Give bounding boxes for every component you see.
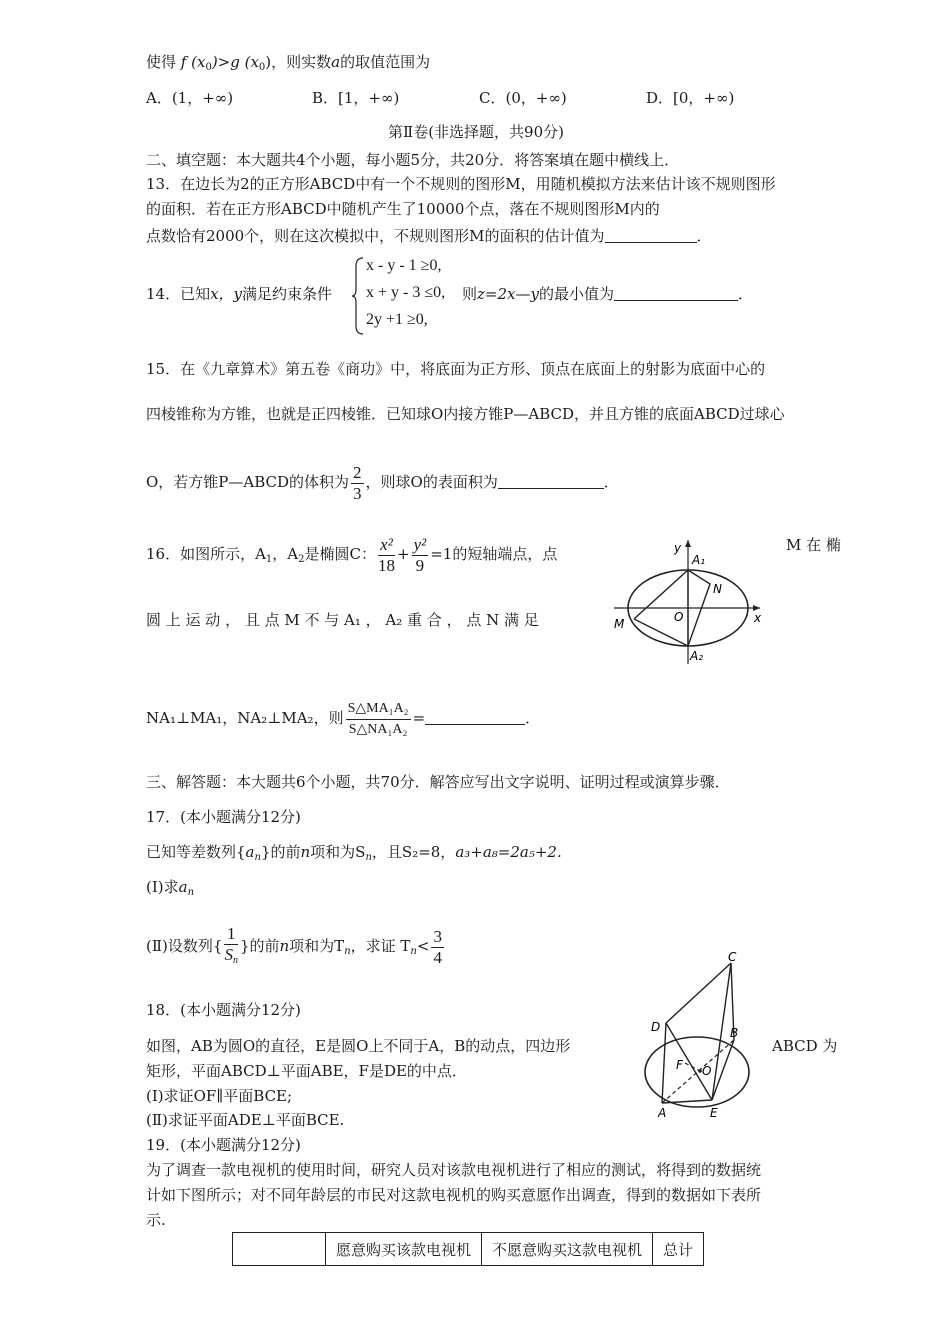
label-E: E [710, 1106, 718, 1120]
q18-part1: (Ⅰ)求证OF∥平面BCE; [146, 1087, 293, 1105]
label-B: B [730, 1026, 739, 1040]
q15-line2: 四棱锥称为方锥，也就是正四棱锥．已知球O内接方锥P—ABCD，并且方锥的底面ABCD过球心 [146, 405, 785, 423]
q14-constraint-2: x + y - 3 ≤0, [366, 284, 446, 301]
q17-part1: (Ⅰ)求$a_n$ [146, 878, 195, 898]
q15-line1: 15．在《九章算术》第五卷《商功》中，将底面为正方形、顶点在底面上的射影为底面中心的 [146, 360, 766, 378]
q16-area-ratio: $\frac{\text{S△MA₁A₂}}{\text{S△NA₁A₂}}$ [347, 700, 409, 737]
q16-line1-right: M 在 椭 [786, 536, 841, 554]
table-header-unwilling: 不愿意购买这款电视机 [482, 1233, 653, 1266]
q18-line1-right: ABCD 为 [772, 1037, 838, 1055]
table-header-total: 总计 [653, 1233, 704, 1266]
q19-line3: 示. [146, 1211, 166, 1229]
q14-answer-blank[interactable] [614, 286, 738, 301]
q14-tail: 则z=2x—y的最小值为 ． [462, 285, 753, 303]
part2-title: 第Ⅱ卷(非选择题，共90分) [388, 123, 564, 141]
label-y: y [674, 541, 682, 555]
label-A1: A₁ [692, 553, 706, 567]
q17-bound-frac: $\frac{3}{4}$ [433, 926, 442, 967]
solid-geometry-figure [640, 945, 770, 1120]
option-d: D．[0，+∞) [646, 89, 735, 107]
label-O: O [674, 610, 684, 624]
q19-line2: 计如下图所示；对不同年龄层的市民对这款电视机的购买意愿作出调查，得到的数据如下表所 [146, 1186, 762, 1204]
label-M: M [614, 617, 625, 631]
q15-answer-blank[interactable] [498, 474, 604, 489]
q14-constraint-3: 2y +1 ≥0, [366, 311, 428, 328]
prev-question-line: 使得 f $(x_0)>g$ $(x_0)$，则实数a的取值范围为 [146, 53, 431, 73]
label-x: x [754, 611, 762, 625]
option-a: A．(1，+∞) [146, 89, 234, 107]
table-header-empty [233, 1233, 326, 1266]
label-A2: A₂ [690, 649, 704, 663]
table-header-willing: 愿意购买该款电视机 [326, 1233, 482, 1266]
q16-frac-x: $\frac{\text{x²}}{18}$ [378, 534, 395, 575]
q13-line2: 的面积．若在正方形ABCD中随机产生了10000个点，落在不规则图形M内的 [146, 200, 660, 218]
q15-volume-fraction: $\frac{2}{3}$ [353, 462, 362, 503]
label-C: C [728, 950, 737, 964]
q15-line3: O，若方锥P—ABCD的体积为 $\frac{2}{3}$ ，则球O的表面积为 ． [146, 462, 619, 503]
q14-brace [351, 256, 365, 336]
solve-heading: 三、解答题：本大题共6个小题，共70分．解答应写出文字说明、证明过程或演算步骤． [146, 773, 730, 791]
label-F: F [676, 1058, 683, 1072]
q16-line3: NA₁⊥MA₁，NA₂⊥MA₂，则 $\frac{\text{S△MA₁A₂}}{\text{S△NA₁A₂}}$ = ． [146, 694, 540, 742]
q17-stem: 已知等差数列$\{a_n\}$的前n项和为$S_n$，且S₂=8，a₃+a₈=2a₅+2. [146, 843, 562, 863]
q14-stem: 14．已知x，y满足约束条件 [146, 285, 333, 303]
q19-line1: 为了调查一款电视机的使用时间，研究人员对该款电视机进行了相应的测试，将得到的数据统 [146, 1161, 762, 1179]
option-b: B．[1，+∞) [312, 89, 400, 107]
q17-part2: (Ⅱ)设数列{ $\frac{1}{S_n}$ }的前n项和为$T_n$，求证 $T_n<$ $\frac{3}{4}$ [146, 922, 446, 976]
label-D: D [651, 1020, 661, 1034]
label-O18: O [702, 1064, 712, 1078]
q18-line1: 如图，AB为圆O的直径，E是圆O上不同于A，B的动点，四边形 [146, 1037, 571, 1055]
q19-title: 19．(本小题满分12分) [146, 1136, 301, 1154]
fill-heading: 二、填空题：本大题共4个小题，每小题5分，共20分．将答案填在题中横线上． [146, 151, 680, 169]
q16-line1: 16．如图所示，$A_1$，$A_2$是椭圆C： $\frac{\text{x²}}{18}$ + $\frac{\text{y²}}{9}$ =1的短轴端点，点 [146, 534, 558, 575]
q13-line1: 13．在边长为2的正方形ABCD中有一个不规则的图形M，用随机模拟方法来估计该不规则图形 [146, 175, 776, 193]
q18-part2: (Ⅱ)求证平面ADE⊥平面BCE. [146, 1111, 345, 1129]
q13-answer-blank[interactable] [605, 228, 697, 243]
purchase-intent-table [232, 1232, 704, 1266]
q17-reciprocal-frac: $\frac{1}{S_n}$ [224, 923, 238, 966]
q16-line2: 圆 上 运 动 ， 且 点 M 不 与 A₁ ， A₂ 重 合 ， 点 N 满 足 [146, 611, 539, 629]
q17-title: 17．(本小题满分12分) [146, 808, 301, 826]
q18-title: 18．(本小题满分12分) [146, 1001, 301, 1019]
table-row [233, 1233, 704, 1266]
label-A: A [658, 1106, 667, 1120]
q16-answer-blank[interactable] [425, 710, 525, 725]
ellipse-figure [610, 530, 770, 668]
q16-frac-y: $\frac{\text{y²}}{9}$ [413, 534, 427, 575]
label-N: N [713, 582, 722, 596]
q18-line2: 矩形，平面ABCD⊥平面ABE，F是DE的中点． [146, 1062, 467, 1080]
q14-constraint-1: x - y - 1 ≥0, [366, 257, 442, 274]
option-c: C．(0，+∞) [479, 89, 567, 107]
q13-line3: 点数恰有2000个，则在这次模拟中，不规则图形M的面积的估计值为 ． [146, 227, 712, 245]
